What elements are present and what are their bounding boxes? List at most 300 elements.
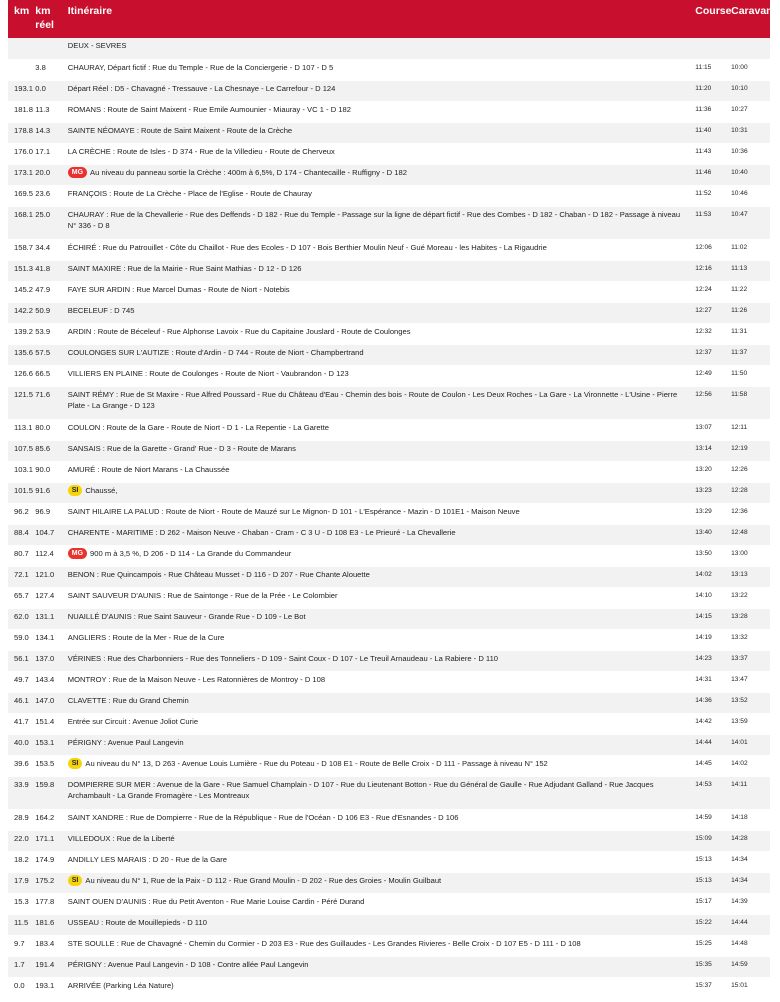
caravane-time-cell: 11:13: [725, 260, 770, 281]
itinerary-text: PÉRIGNY : Avenue Paul Langevin: [67, 737, 184, 747]
course-time-cell: 13:23: [689, 482, 725, 503]
sprint-badge: SI: [68, 485, 83, 496]
itinerary-cell: [62, 59, 690, 80]
km-cell: 103.1: [8, 461, 29, 482]
itinerary-table-container: [8, 0, 779, 999]
km-reel-cell: 0.0: [29, 80, 61, 101]
caravane-time-cell: 14:28: [725, 830, 770, 851]
km-reel-cell: 50.9: [29, 302, 61, 323]
caravane-time-cell: 13:59: [725, 713, 770, 734]
table-row: [8, 713, 770, 734]
km-reel-cell: 41.8: [29, 260, 61, 281]
km-cell: 56.1: [8, 650, 29, 671]
table-row: [8, 503, 770, 524]
course-time-cell: 13:07: [689, 419, 725, 440]
km-reel-cell: 137.0: [29, 650, 61, 671]
table-row: [8, 851, 770, 872]
course-time-cell: 15:25: [689, 935, 725, 956]
km-cell: 135.6: [8, 344, 29, 365]
itinerary-text: DOMPIERRE SUR MER : Avenue de la Gare - Rue Samuel Champlain - D 107 - Rue du Lieutenant Botton - Rue du Général de Gaulle - Rue Adjudant Galland - Rue Jacques Archambault - La Grande Fromagère - Les Montreaux: [67, 779, 654, 800]
itinerary-text: CHAURAY, Départ fictif : Rue du Temple - Rue de la Conciergerie - D 107 - D 5: [67, 62, 334, 72]
table-row: [8, 281, 770, 302]
itinerary-cell: [62, 122, 690, 143]
itinerary-cell: [62, 38, 690, 59]
caravane-time-cell: 10:31: [725, 122, 770, 143]
km-cell: 46.1: [8, 692, 29, 713]
itinerary-cell: [62, 935, 690, 956]
course-time-cell: 13:40: [689, 524, 725, 545]
km-reel-cell: 25.0: [29, 206, 61, 239]
table-row: [8, 587, 770, 608]
km-reel-cell: 174.9: [29, 851, 61, 872]
itinerary-cell: [62, 629, 690, 650]
table-body: [8, 38, 770, 998]
header-course: [689, 0, 732, 38]
table-row: [8, 344, 770, 365]
table-row: [8, 365, 770, 386]
itinerary-text: LA CRÈCHE : Route de Isles - D 374 - Rue de la Villedieu - Route de Cherveux: [67, 146, 335, 156]
header-km-reel-line1: km: [35, 5, 51, 17]
itinerary-cell: [62, 734, 690, 755]
km-cell: 176.0: [8, 143, 29, 164]
caravane-time-cell: 14:34: [725, 851, 770, 872]
km-cell: 169.5: [8, 185, 29, 206]
km-cell: 41.7: [8, 713, 29, 734]
km-cell: 121.5: [8, 386, 29, 419]
itinerary-text: AMURÉ : Route de Niort Marans - La Chaussée: [67, 464, 230, 474]
table-header-row: [8, 0, 770, 38]
course-time-cell: 13:20: [689, 461, 725, 482]
caravane-time-cell: 11:26: [725, 302, 770, 323]
itinerary-text: SAINT OUEN D'AUNIS : Rue du Petit Aventon - Rue Marie Louise Cardin - Péré Durand: [67, 896, 365, 906]
itinerary-cell: [62, 809, 690, 830]
itinerary-cell: [62, 365, 690, 386]
km-reel-cell: 23.6: [29, 185, 61, 206]
course-time-cell: 14:42: [689, 713, 725, 734]
itinerary-text: SAINT HILAIRE LA PALUD : Route de Niort - Route de Mauzé sur Le Mignon- D 101 - L'Espérance - Mazin - D 101E1 - Maison Neuve: [67, 506, 520, 516]
km-cell: 1.7: [8, 956, 29, 977]
km-cell: 193.1: [8, 80, 29, 101]
km-cell: 28.9: [8, 809, 29, 830]
km-reel-cell: 159.8: [29, 776, 61, 809]
caravane-time-cell: 14:02: [725, 755, 770, 776]
table-row: [8, 164, 770, 185]
table-row: [8, 809, 770, 830]
course-time-cell: 14:53: [689, 776, 725, 809]
km-cell: 145.2: [8, 281, 29, 302]
itinerary-text: ÉCHIRÉ : Rue du Patrouillet - Côte du Chaillot - Rue des Ecoles - D 107 - Bois Berthier Moulin Neuf - Gué Moreau - les Habites - La Rigaudrie: [67, 242, 547, 252]
itinerary-cell: [62, 587, 690, 608]
course-time-cell: 15:17: [689, 893, 725, 914]
course-time-cell: 12:24: [689, 281, 725, 302]
course-time-cell: 14:44: [689, 734, 725, 755]
itinerary-text: SAINT RÉMY : Rue de St Maxire - Rue Alfred Poussard - Rue du Château d'Eau - Chemin des bois - Route de Coulon - Les Deux Roches - La Gare - La Vironnette - L'Usine - Pierre Plate - La Grange - D 123: [67, 389, 678, 410]
table-row: [8, 893, 770, 914]
itinerary-text: CHAURAY : Rue de la Chevallerie - Rue des Deffends - D 182 - Rue du Temple - Passage sur la ligne de départ fictif - Rue des Combes - D 182 - Chaban - D 182 - Passage à niveau N° 336 - D 8: [67, 209, 681, 230]
header-km-reel-line2: réel: [35, 19, 54, 31]
caravane-time-cell: 14:18: [725, 809, 770, 830]
itinerary-cell: [62, 281, 690, 302]
km-reel-cell: 17.1: [29, 143, 61, 164]
caravane-time-cell: 11:02: [725, 239, 770, 260]
table-row: [8, 776, 770, 809]
table-row: [8, 206, 770, 239]
table-row: [8, 122, 770, 143]
km-cell: 126.6: [8, 365, 29, 386]
table-row: [8, 872, 770, 893]
km-cell: 15.3: [8, 893, 29, 914]
itinerary-text: VILLIERS EN PLAINE : Route de Coulonges - Route de Niort - Vaubrandon - D 123: [67, 368, 349, 378]
table-row: [8, 482, 770, 503]
table-row: [8, 755, 770, 776]
itinerary-text: CHARENTE - MARITIME : D 262 - Maison Neuve - Chaban - Cram - C 3 U - D 108 E3 - Le Prieuré - La Chevallerie: [67, 527, 456, 537]
caravane-time-cell: 14:48: [725, 935, 770, 956]
course-time-cell: 12:32: [689, 323, 725, 344]
itinerary-text: COULONGES SUR L'AUTIZE : Route d'Ardin - D 744 - Route de Niort - Champbertrand: [67, 347, 364, 357]
itinerary-text: BENON : Rue Quincampois - Rue Château Musset - D 116 - D 207 - Rue Chante Alouette: [67, 569, 370, 579]
km-cell: 96.2: [8, 503, 29, 524]
caravane-time-cell: 12:11: [725, 419, 770, 440]
table-row: [8, 977, 770, 998]
itinerary-cell: [62, 713, 690, 734]
itinerary-cell: [62, 776, 690, 809]
course-time-cell: 11:53: [689, 206, 725, 239]
km-reel-cell: 131.1: [29, 608, 61, 629]
km-reel-cell: 96.9: [29, 503, 61, 524]
caravane-time-cell: 12:26: [725, 461, 770, 482]
table-row: [8, 38, 770, 59]
caravane-time-cell: 10:27: [725, 101, 770, 122]
course-time-cell: 11:36: [689, 101, 725, 122]
itinerary-text: PÉRIGNY : Avenue Paul Langevin - D 108 - Contre allée Paul Langevin: [67, 959, 309, 969]
table-row: [8, 608, 770, 629]
itinerary-cell: [62, 914, 690, 935]
caravane-time-cell: 14:01: [725, 734, 770, 755]
table-row: [8, 185, 770, 206]
caravane-time-cell: 12:19: [725, 440, 770, 461]
km-cell: 101.5: [8, 482, 29, 503]
course-time-cell: 15:35: [689, 956, 725, 977]
caravane-time-cell: 11:58: [725, 386, 770, 419]
itinerary-text: Au niveau du panneau sortie la Crèche : 400m à 6,5%, D 174 - Chantecaille - Ruffigny - D 182: [90, 167, 407, 177]
itinerary-text: BECELEUF : D 745: [67, 305, 135, 315]
itinerary-cell: [62, 872, 690, 893]
itinerary-text: SAINT XANDRE : Rue de Dompierre - Rue de la République - Rue de l'Océan - D 106 E3 - Rue d'Esnandes - D 106: [67, 812, 459, 822]
km-cell: 142.2: [8, 302, 29, 323]
caravane-time-cell: 10:47: [725, 206, 770, 239]
course-time-cell: 14:19: [689, 629, 725, 650]
course-time-cell: 14:15: [689, 608, 725, 629]
header-itineraire: [62, 0, 690, 38]
caravane-time-cell: 12:28: [725, 482, 770, 503]
caravane-time-cell: 13:22: [725, 587, 770, 608]
course-time-cell: 12:06: [689, 239, 725, 260]
caravane-time-cell: 14:11: [725, 776, 770, 809]
course-time-cell: 15:37: [689, 977, 725, 998]
km-reel-cell: 71.6: [29, 386, 61, 419]
itinerary-cell: [62, 650, 690, 671]
caravane-time-cell: 11:50: [725, 365, 770, 386]
km-reel-cell: 90.0: [29, 461, 61, 482]
itinerary-cell: [62, 692, 690, 713]
course-time-cell: 11:20: [689, 80, 725, 101]
itinerary-text: Chaussé,: [85, 485, 118, 495]
table-row: [8, 101, 770, 122]
km-reel-cell: 80.0: [29, 419, 61, 440]
course-time-cell: 11:15: [689, 59, 725, 80]
table-row: [8, 830, 770, 851]
caravane-time-cell: 14:34: [725, 872, 770, 893]
table-row: [8, 914, 770, 935]
table-row: [8, 260, 770, 281]
itinerary-cell: [62, 206, 690, 239]
itinerary-text: SAINT MAXIRE : Rue de la Mairie - Rue Saint Mathias - D 12 - D 126: [67, 263, 302, 273]
km-cell: 181.8: [8, 101, 29, 122]
itinerary-cell: [62, 302, 690, 323]
itinerary-cell: [62, 419, 690, 440]
itinerary-cell: [62, 239, 690, 260]
itinerary-cell: [62, 185, 690, 206]
itinerary-cell: [62, 164, 690, 185]
header-km-reel: [29, 0, 61, 38]
km-reel-cell: 57.5: [29, 344, 61, 365]
course-time-cell: 14:23: [689, 650, 725, 671]
km-reel-cell: 104.7: [29, 524, 61, 545]
itinerary-cell: [62, 386, 690, 419]
km-reel-cell: 143.4: [29, 671, 61, 692]
course-time-cell: 14:59: [689, 809, 725, 830]
km-cell: 72.1: [8, 566, 29, 587]
itinerary-text: ARDIN : Route de Béceleuf - Rue Alphonse Lavoix - Rue du Capitaine Jouslard - Route de Coulonges: [67, 326, 411, 336]
km-reel-cell: 85.6: [29, 440, 61, 461]
km-cell: 62.0: [8, 608, 29, 629]
table-row: [8, 545, 770, 566]
km-cell: 151.3: [8, 260, 29, 281]
course-time-cell: 11:52: [689, 185, 725, 206]
caravane-time-cell: 14:59: [725, 956, 770, 977]
header-course-label: Course: [695, 5, 732, 17]
itinerary-text: ANDILLY LES MARAIS : D 20 - Rue de la Gare: [67, 854, 228, 864]
itinerary-cell: [62, 830, 690, 851]
caravane-time-cell: 13:52: [725, 692, 770, 713]
itinerary-cell: [62, 440, 690, 461]
km-cell: 107.5: [8, 440, 29, 461]
sprint-badge: SI: [68, 758, 83, 769]
course-time-cell: 11:43: [689, 143, 725, 164]
table-row: [8, 629, 770, 650]
itinerary-text: ROMANS : Route de Saint Maixent - Rue Emile Aumounier - Miauray - VC 1 - D 182: [67, 104, 351, 114]
itinerary-cell: [62, 893, 690, 914]
course-time-cell: 12:27: [689, 302, 725, 323]
course-time-cell: 13:50: [689, 545, 725, 566]
itinerary-text: MONTROY : Rue de la Maison Neuve - Les Ratonnières de Montroy - D 108: [67, 674, 326, 684]
table-row: [8, 956, 770, 977]
km-reel-cell: 20.0: [29, 164, 61, 185]
caravane-time-cell: [725, 38, 770, 59]
km-cell: 0.0: [8, 977, 29, 998]
itinerary-cell: [62, 851, 690, 872]
itinerary-text: Départ Réel : D5 - Chavagné - Tressauve - La Chesnaye - Le Carrefour - D 124: [67, 83, 336, 93]
km-reel-cell: 147.0: [29, 692, 61, 713]
caravane-time-cell: 10:36: [725, 143, 770, 164]
itinerary-cell: [62, 80, 690, 101]
course-time-cell: 15:09: [689, 830, 725, 851]
caravane-time-cell: 11:22: [725, 281, 770, 302]
itinerary-text: NUAILLÉ D'AUNIS : Rue Saint Sauveur - Grande Rue - D 109 - Le Bot: [67, 611, 306, 621]
km-cell: 168.1: [8, 206, 29, 239]
km-reel-cell: 153.1: [29, 734, 61, 755]
table-row: [8, 386, 770, 419]
km-reel-cell: 177.8: [29, 893, 61, 914]
table-row: [8, 461, 770, 482]
km-cell: 173.1: [8, 164, 29, 185]
itinerary-text: ARRIVÉE (Parking Léa Nature): [67, 980, 174, 990]
km-reel-cell: 171.1: [29, 830, 61, 851]
caravane-time-cell: 13:47: [725, 671, 770, 692]
table-row: [8, 566, 770, 587]
itinerary-cell: [62, 608, 690, 629]
table-row: [8, 440, 770, 461]
itinerary-text: Au niveau du N° 13, D 263 - Avenue Louis Lumière - Rue du Poteau - D 108 E1 - Route de Belle Croix - D 111 - Passage à niveau N° 152: [85, 758, 548, 768]
km-cell: 65.7: [8, 587, 29, 608]
km-reel-cell: 121.0: [29, 566, 61, 587]
course-time-cell: 14:31: [689, 671, 725, 692]
course-time-cell: 14:10: [689, 587, 725, 608]
header-km-label: km: [14, 5, 30, 17]
km-reel-cell: 151.4: [29, 713, 61, 734]
itinerary-cell: [62, 503, 690, 524]
itinerary-text: DEUX - SEVRES: [67, 41, 127, 50]
itinerary-cell: [62, 344, 690, 365]
caravane-time-cell: 13:32: [725, 629, 770, 650]
km-cell: 18.2: [8, 851, 29, 872]
km-cell: 49.7: [8, 671, 29, 692]
itinerary-cell: [62, 671, 690, 692]
km-reel-cell: 53.9: [29, 323, 61, 344]
km-cell: 9.7: [8, 935, 29, 956]
km-reel-cell: 183.4: [29, 935, 61, 956]
itinerary-table: [8, 0, 779, 999]
km-cell: 33.9: [8, 776, 29, 809]
course-time-cell: 13:14: [689, 440, 725, 461]
course-time-cell: [689, 38, 725, 59]
km-reel-cell: 134.1: [29, 629, 61, 650]
km-reel-cell: 193.1: [29, 977, 61, 998]
course-time-cell: 14:36: [689, 692, 725, 713]
km-cell: 178.8: [8, 122, 29, 143]
km-reel-cell: 127.4: [29, 587, 61, 608]
caravane-time-cell: 12:48: [725, 524, 770, 545]
course-time-cell: 15:22: [689, 914, 725, 935]
caravane-time-cell: 13:00: [725, 545, 770, 566]
itinerary-text: Au niveau du N° 1, Rue de la Paix - D 112 - Rue Grand Moulin - D 202 - Rue des Groies - Moulin Guilbaut: [85, 875, 442, 885]
itinerary-text: 900 m à 3,5 %, D 206 - D 114 - La Grande du Commandeur: [90, 548, 292, 558]
itinerary-cell: [62, 566, 690, 587]
caravane-time-cell: 11:31: [725, 323, 770, 344]
table-row: [8, 143, 770, 164]
itinerary-text: Entrée sur Circuit : Avenue Joliot Curie: [67, 716, 199, 726]
caravane-time-cell: 14:44: [725, 914, 770, 935]
itinerary-text: CLAVETTE : Rue du Grand Chemin: [67, 695, 189, 705]
km-cell: 158.7: [8, 239, 29, 260]
km-reel-cell: 34.4: [29, 239, 61, 260]
km-reel-cell: 66.5: [29, 365, 61, 386]
course-time-cell: 11:40: [689, 122, 725, 143]
itinerary-cell: [62, 101, 690, 122]
course-time-cell: 12:56: [689, 386, 725, 419]
km-reel-cell: 181.6: [29, 914, 61, 935]
table-row: [8, 419, 770, 440]
km-cell: 88.4: [8, 524, 29, 545]
table-row: [8, 524, 770, 545]
itinerary-text: STE SOULLE : Rue de Chavagné - Chemin du Cormier - D 203 E3 - Rue des Guillaudes - Les Grandes Rivieres - Belle Croix - D 107 E5 - D 111 - D 108: [67, 938, 581, 948]
itinerary-text: COULON : Route de la Gare - Route de Niort - D 1 - La Repentie - La Garette: [67, 422, 330, 432]
km-reel-cell: 14.3: [29, 122, 61, 143]
caravane-time-cell: 14:39: [725, 893, 770, 914]
km-cell: 59.0: [8, 629, 29, 650]
caravane-time-cell: 12:36: [725, 503, 770, 524]
table-row: [8, 80, 770, 101]
course-time-cell: 14:45: [689, 755, 725, 776]
course-time-cell: 15:13: [689, 872, 725, 893]
km-reel-cell: 91.6: [29, 482, 61, 503]
itinerary-text: VÉRINES : Rue des Charbonniers - Rue des Tonneliers - D 109 - Saint Coux - D 107 - Le Treuil Arnaudeau - La Rabiere - D 110: [67, 653, 499, 663]
itinerary-cell: [62, 461, 690, 482]
table-row: [8, 734, 770, 755]
km-reel-cell: 3.8: [29, 59, 61, 80]
km-reel-cell: 47.9: [29, 281, 61, 302]
km-reel-cell: 175.2: [29, 872, 61, 893]
header-caravane: [725, 0, 779, 38]
table-row: [8, 692, 770, 713]
itinerary-cell: [62, 260, 690, 281]
table-row: [8, 650, 770, 671]
table-row: [8, 935, 770, 956]
mountain-grade-badge: MG: [68, 548, 87, 559]
km-reel-cell: [29, 38, 61, 59]
caravane-time-cell: 10:00: [725, 59, 770, 80]
km-reel-cell: 191.4: [29, 956, 61, 977]
itinerary-cell: [62, 755, 690, 776]
km-cell: [8, 38, 29, 59]
itinerary-text: VILLEDOUX : Rue de la Liberté: [67, 833, 175, 843]
caravane-time-cell: 13:13: [725, 566, 770, 587]
table-row: [8, 323, 770, 344]
header-itineraire-label: Itinéraire: [67, 5, 113, 17]
km-cell: 22.0: [8, 830, 29, 851]
km-cell: [8, 59, 29, 80]
course-time-cell: 14:02: [689, 566, 725, 587]
itinerary-cell: [62, 956, 690, 977]
itinerary-text: SANSAIS : Rue de la Garette - Grand' Rue - D 3 - Route de Marans: [67, 443, 296, 453]
header-km: [8, 0, 29, 38]
course-time-cell: 15:13: [689, 851, 725, 872]
caravane-time-cell: 15:01: [725, 977, 770, 998]
itinerary-cell: [62, 143, 690, 164]
itinerary-cell: [62, 524, 690, 545]
caravane-time-cell: 13:37: [725, 650, 770, 671]
table-row: [8, 302, 770, 323]
km-cell: 17.9: [8, 872, 29, 893]
km-cell: 80.7: [8, 545, 29, 566]
course-time-cell: 12:16: [689, 260, 725, 281]
itinerary-text: FRANÇOIS : Route de La Crèche - Place de l'Eglise - Route de Chauray: [67, 188, 312, 198]
header-caravane-label: Caravane: [731, 5, 779, 17]
caravane-time-cell: 11:37: [725, 344, 770, 365]
itinerary-cell: [62, 977, 690, 998]
km-reel-cell: 112.4: [29, 545, 61, 566]
table-row: [8, 59, 770, 80]
